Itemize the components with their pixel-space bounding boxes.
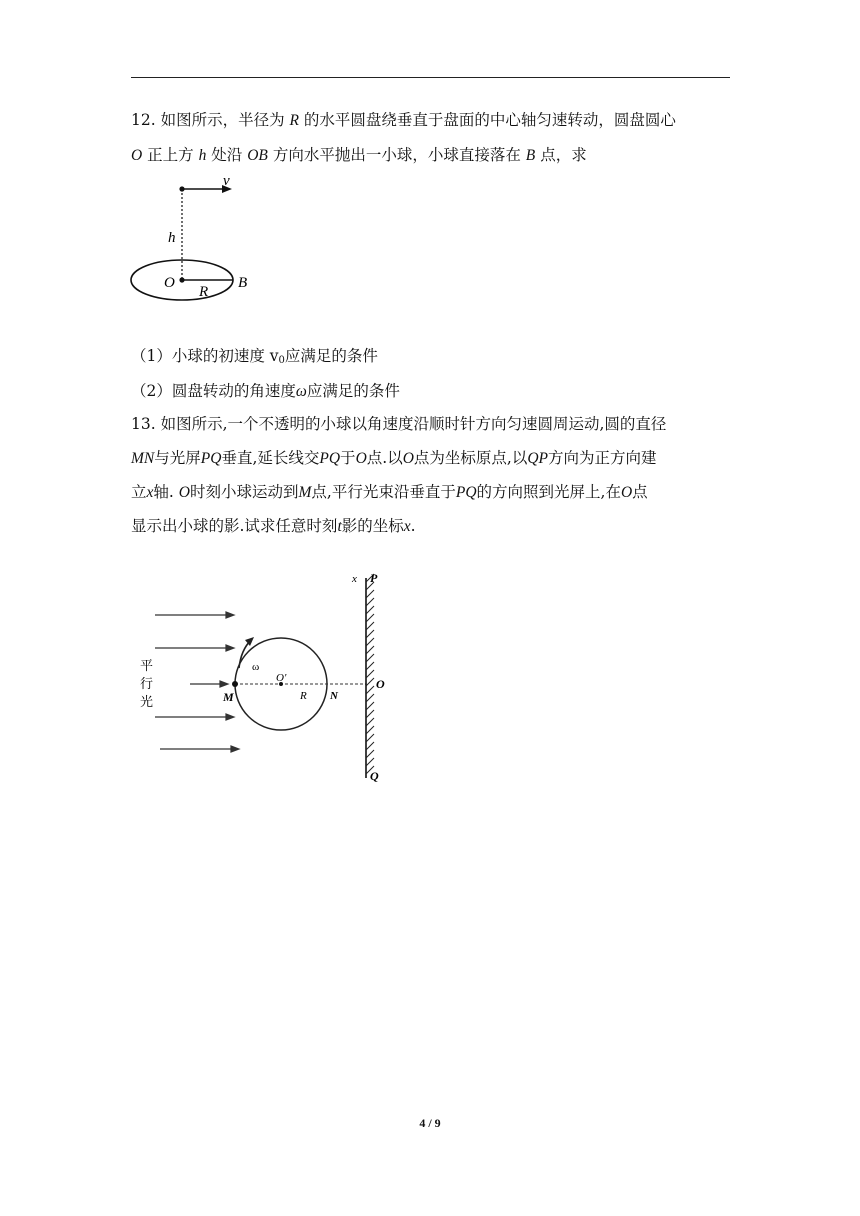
fig13-Oprime-label: O' bbox=[276, 672, 287, 684]
fig13-O-label: O bbox=[376, 677, 385, 691]
fig13-M-label: M bbox=[223, 690, 234, 704]
q12-sub-2: （2）圆盘转动的角速度ω应满足的条件 bbox=[131, 382, 400, 400]
q13-line-4: 显示出小球的影.试求任意时刻t影的坐标x. bbox=[131, 517, 416, 535]
fig13-Q-label: Q bbox=[370, 769, 379, 783]
q12-line-2: O 正上方 h 处沿 OB 方向水平抛出一小球，小球直接落在 B 点，求 bbox=[131, 146, 587, 164]
page-number: 4 / 9 bbox=[419, 1116, 441, 1130]
q13-line-2: MN与光屏PQ垂直,延长线交PQ于O点.以O点为坐标原点,以QP方向为正方向建 bbox=[131, 449, 657, 467]
fig13-light-label-3: 光 bbox=[140, 694, 154, 709]
q12-figure bbox=[120, 170, 280, 310]
fig13-x-label: x bbox=[352, 573, 357, 585]
header-rule bbox=[131, 77, 730, 78]
fig13-P-label: P bbox=[370, 571, 378, 585]
fig12-R-label: R bbox=[199, 284, 209, 300]
q13-figure bbox=[130, 560, 410, 785]
q13-line-1: 13. 如图所示,一个不透明的小球以角速度沿顺时针方向匀速圆周运动,圆的直径 bbox=[131, 415, 667, 433]
fig12-h-label: h bbox=[168, 230, 176, 246]
q12-sub-1: （1）小球的初速度 $v_0$应满足的条件 bbox=[131, 347, 378, 366]
fig13-light-label-2: 行 bbox=[140, 676, 154, 691]
fig12-v-label: v bbox=[223, 173, 230, 189]
fig13-light-label-1: 平 bbox=[140, 658, 154, 673]
q12-line-1: 12. 如图所示，半径为 R 的水平圆盘绕垂直于盘面的中心轴匀速转动，圆盘圆心 bbox=[131, 111, 676, 129]
fig12-O-label: O bbox=[164, 275, 175, 291]
fig12-B-label: B bbox=[238, 275, 248, 291]
fig13-omega-label: ω bbox=[252, 661, 260, 673]
q13-line-3: 立x轴. O时刻小球运动到M点,平行光束沿垂直于PQ的方向照到光屏上,在O点 bbox=[131, 483, 648, 501]
fig13-N-label: N bbox=[330, 690, 338, 702]
fig13-R-label: R bbox=[300, 690, 307, 702]
